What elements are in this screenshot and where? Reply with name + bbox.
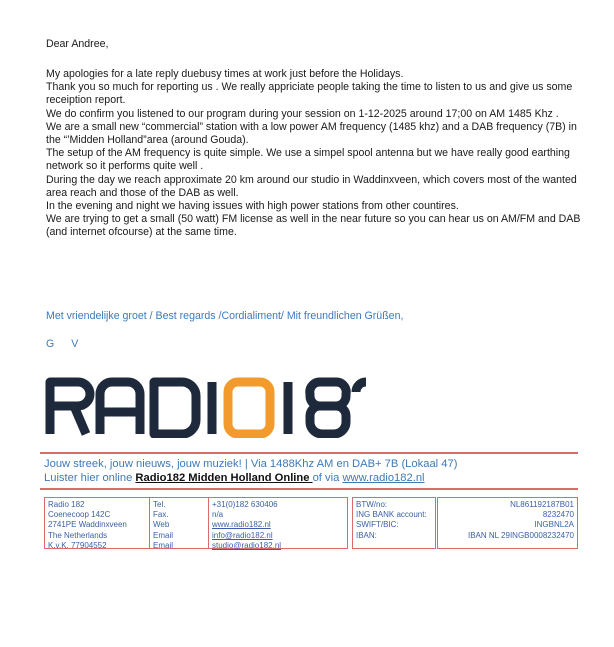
iban-number: IBAN NL 29INGB0008232470 <box>468 530 574 540</box>
address-line: Coenecoop 142C <box>48 510 111 520</box>
closing-greeting: Met vriendelijke groet / Best regards /Cordialiment/ Mit freundlichen Grüßen, <box>46 310 404 322</box>
station-tagline: Jouw streek, jouw nieuws, jouw muziek! | Via 1488Khz AM en DAB+ 7B (Lokaal 47) <box>44 458 458 470</box>
btw-number: NL861192187B01 <box>510 500 574 509</box>
bank-values-box <box>437 497 578 549</box>
paragraph: We do confirm you listened to our program during your session on 1-12-2025 around 17;00 on AM 1485 Khz . <box>46 107 559 120</box>
via-text: of via <box>312 472 343 484</box>
online-stream-link[interactable]: Radio182 Midden Holland Online <box>135 472 313 484</box>
phone-number: +31(0)182 630406 <box>212 500 278 509</box>
listen-text: Luister hier online <box>44 472 136 484</box>
salutation: Dear Andree, <box>46 38 109 50</box>
contact-label: Web <box>153 520 170 530</box>
contact-labels-box <box>149 497 209 549</box>
initial: V <box>71 338 79 350</box>
address-line: The Netherlands <box>48 530 108 540</box>
radio182-logo <box>44 376 374 438</box>
address-line: K.v.K. 77904552 <box>48 540 107 550</box>
swift-code: INGBNL2A <box>534 520 574 530</box>
paragraph: Thank you so much for reporting us . We really appriciate people taking the time to listen to us and give us some receiption report. <box>46 81 573 107</box>
paragraph: We are a small new “commercial” station with a low power AM frequency (1485 khz) and a DAB frequency (7B) in the “’Midden Holland”area (around Gouda). <box>46 120 577 147</box>
contact-label: Fax. <box>153 510 169 520</box>
bank-labels-box <box>352 497 436 549</box>
contact-label: Tel. <box>153 500 166 509</box>
bank-label: SWIFT/BIC: <box>356 520 399 530</box>
letter-body <box>46 68 586 240</box>
bank-label: ING BANK account: <box>356 510 427 520</box>
paragraph: During the day we reach approximate 20 km around our studio in Waddinxveen, which covers most of the wanted area reach and those of the DAB as well. <box>46 173 577 199</box>
contact-label: Email <box>153 540 174 550</box>
signature-initials <box>46 338 92 350</box>
studio-email-link[interactable]: studio@radio182.nl <box>212 540 282 550</box>
paragraph: My apologies for a late reply duebusy times at work just before the Holidays. <box>46 68 404 80</box>
paragraph: We are trying to get a small (50 watt) FM license as well in the near future so you can hear us on AM/FM and DAB (and internet ofcourse) at the same time. <box>46 213 581 239</box>
divider <box>40 452 578 454</box>
divider <box>40 488 578 490</box>
address-line: Radio 182 <box>48 500 85 509</box>
paragraph: In the evening and night we having issues with high power stations from other countires. <box>46 200 459 213</box>
contact-label: Email <box>153 530 174 540</box>
paragraph: The setup of the AM frequency is quite simple. We use a simpel spool antenna but we have really good earthing network so it performs quite well . <box>46 147 570 173</box>
web-link[interactable]: www.radio182.nl <box>212 520 271 530</box>
listen-online-line <box>44 472 425 484</box>
bank-label: BTW/no: <box>356 500 388 509</box>
website-link[interactable]: www.radio182.nl <box>342 472 425 484</box>
initial: G <box>46 338 55 350</box>
address-box <box>44 497 150 549</box>
contact-values-box <box>208 497 348 549</box>
address-line: 2741PE Waddinxveen <box>48 520 127 530</box>
bank-account: 8232470 <box>542 510 574 520</box>
bank-label: IBAN: <box>356 530 377 540</box>
fax-number: n/a <box>212 510 224 520</box>
info-email-link[interactable]: info@radio182.nl <box>212 530 273 540</box>
